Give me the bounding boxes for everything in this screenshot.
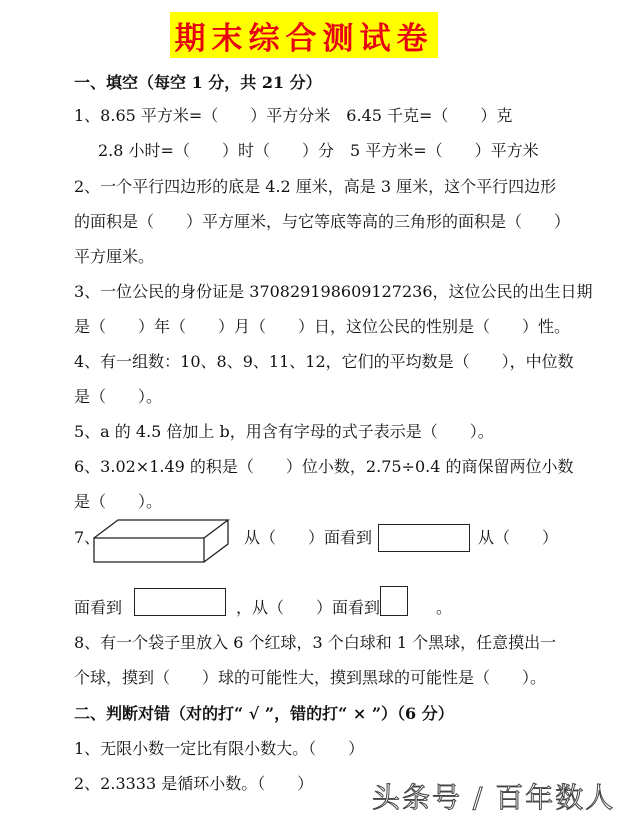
q4-line2: 是（ ）。 bbox=[74, 387, 163, 406]
page-title: 期末综合测试卷 bbox=[174, 20, 434, 57]
watermark: 头条号 / 百年数人 bbox=[372, 781, 616, 814]
q4-line1: 4、有一组数：10、8、9、11、12，它们的平均数是（ ），中位数 bbox=[74, 352, 574, 371]
q7-part3: 面看到 bbox=[74, 598, 123, 617]
cuboid-figure bbox=[92, 518, 232, 564]
q1-line1: 1、8.65 平方米=（ ）平方分米 6.45 千克=（ ）克 bbox=[74, 106, 513, 125]
answer-box-side-view bbox=[380, 586, 408, 616]
q3-line1: 3、一位公民的身份证是 370829198609127236，这位公民的出生日期 bbox=[74, 282, 593, 301]
q8-line2: 个球，摸到（ ）球的可能性大，摸到黑球的可能性是（ ）。 bbox=[74, 668, 547, 687]
q7-number: 7、 bbox=[74, 528, 101, 547]
q7-part5: 。 bbox=[436, 598, 453, 617]
section1-heading: 一、填空（每空 1 分，共 21 分） bbox=[74, 73, 322, 92]
q2-line1: 2、一个平行四边形的底是 4.2 厘米，高是 3 厘米，这个平行四边形 bbox=[74, 177, 557, 196]
q2-line2: 的面积是（ ）平方厘米，与它等底等高的三角形的面积是（ ） bbox=[74, 212, 571, 231]
title-banner bbox=[170, 12, 438, 58]
q1-line2: 2.8 小时=（ ）时（ ）分 5 平方米=（ ）平方米 bbox=[98, 141, 539, 160]
section2-heading: 二、判断对错（对的打“ √ ”，错的打“ × ”）（6 分） bbox=[74, 704, 454, 723]
q7-part2: 从（ ） bbox=[478, 528, 559, 547]
q6-line2: 是（ ）。 bbox=[74, 492, 163, 511]
s2-q1: 1、无限小数一定比有限小数大。（ ） bbox=[74, 739, 365, 758]
q3-line2: 是（ ）年（ ）月（ ）日，这位公民的性别是（ ）性。 bbox=[74, 317, 571, 336]
q5-line1: 5、a 的 4.5 倍加上 b，用含有字母的式子表示是（ ）。 bbox=[74, 422, 494, 441]
q7-part1: 从（ ）面看到 bbox=[244, 528, 373, 547]
q2-line3: 平方厘米。 bbox=[74, 247, 155, 266]
q6-line1: 6、3.02×1.49 的积是（ ）位小数，2.75÷0.4 的商保留两位小数 bbox=[74, 457, 574, 476]
answer-box-front-view bbox=[378, 524, 470, 552]
q8-line1: 8、有一个袋子里放入 6 个红球，3 个白球和 1 个黑球，任意摸出一 bbox=[74, 633, 557, 652]
answer-box-top-view bbox=[134, 588, 226, 616]
s2-q2: 2、2.3333 是循环小数。（ ） bbox=[74, 774, 314, 793]
q7-part4: ，从（ ）面看到 bbox=[236, 598, 381, 617]
